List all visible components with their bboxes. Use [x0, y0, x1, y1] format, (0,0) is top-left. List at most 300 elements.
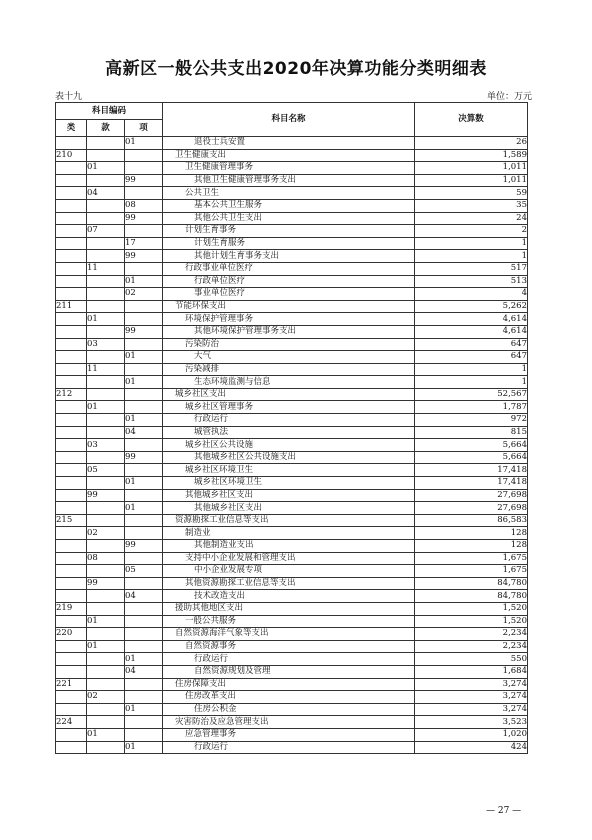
cell-xiang	[125, 552, 163, 565]
cell-lei	[56, 477, 87, 490]
cell-xiang: 01	[125, 414, 163, 427]
cell-xiang: 99	[125, 451, 163, 464]
table-row	[56, 351, 528, 364]
cell-kuan	[87, 300, 125, 313]
cell-amount: 128	[415, 527, 528, 540]
cell-xiang: 04	[125, 665, 163, 678]
cell-amount: 1,020	[415, 728, 528, 741]
cell-kuan: 08	[87, 552, 125, 565]
cell-lei	[56, 540, 87, 553]
subject-name: 其他卫生健康管理事务支出	[194, 175, 297, 186]
cell-xiang: 01	[125, 703, 163, 716]
table-row	[56, 728, 528, 741]
subject-name: 城乡社区支出	[175, 389, 227, 400]
cell-name	[163, 426, 415, 439]
table-row	[56, 250, 528, 263]
cell-name	[163, 451, 415, 464]
subject-name: 城乡社区环境卫生	[194, 477, 263, 488]
cell-name	[163, 703, 415, 716]
table-row	[56, 514, 528, 527]
cell-xiang: 01	[125, 275, 163, 288]
table-row	[56, 565, 528, 578]
cell-kuan	[87, 665, 125, 678]
cell-name	[163, 527, 415, 540]
cell-amount: 1,675	[415, 565, 528, 578]
cell-xiang	[125, 716, 163, 729]
cell-xiang	[125, 187, 163, 200]
table-row	[56, 338, 528, 351]
cell-lei	[56, 162, 87, 175]
subject-name: 城管执法	[194, 426, 229, 437]
header-kuan: 款	[87, 120, 125, 137]
cell-kuan	[87, 325, 125, 338]
cell-amount: 513	[415, 275, 528, 288]
cell-xiang: 99	[125, 540, 163, 553]
cell-kuan	[87, 716, 125, 729]
cell-lei	[56, 426, 87, 439]
cell-name	[163, 137, 415, 150]
cell-name	[163, 376, 415, 389]
cell-lei: 219	[56, 602, 87, 615]
subject-name: 其他城乡社区公共设施支出	[194, 452, 297, 463]
cell-lei	[56, 212, 87, 225]
subject-name: 其他资源勘探工业信息等支出	[185, 578, 296, 589]
header-amount: 决算数	[415, 103, 528, 137]
subject-name: 行政运行	[194, 653, 229, 664]
cell-amount: 35	[415, 199, 528, 212]
cell-amount: 1,520	[415, 602, 528, 615]
cell-amount: 5,664	[415, 451, 528, 464]
cell-amount: 4	[415, 288, 528, 301]
cell-name	[163, 162, 415, 175]
table-row	[56, 426, 528, 439]
cell-kuan: 03	[87, 439, 125, 452]
cell-kuan: 11	[87, 262, 125, 275]
cell-xiang	[125, 262, 163, 275]
table-row	[56, 703, 528, 716]
cell-kuan	[87, 741, 125, 754]
cell-name	[163, 577, 415, 590]
subject-name: 行政单位医疗	[194, 275, 246, 286]
cell-lei: 221	[56, 678, 87, 691]
cell-xiang	[125, 615, 163, 628]
header-lei: 类	[56, 120, 87, 137]
cell-name	[163, 351, 415, 364]
page-number: — 27 —	[486, 806, 522, 816]
cell-kuan: 99	[87, 577, 125, 590]
cell-name	[163, 615, 415, 628]
subject-name: 污染减排	[185, 363, 220, 374]
cell-name	[163, 313, 415, 326]
cell-lei	[56, 275, 87, 288]
cell-lei: 211	[56, 300, 87, 313]
cell-amount: 17,418	[415, 464, 528, 477]
cell-lei: 220	[56, 628, 87, 641]
cell-xiang	[125, 338, 163, 351]
subject-name: 行政事业单位医疗	[185, 263, 254, 274]
cell-lei	[56, 338, 87, 351]
cell-lei	[56, 376, 87, 389]
table-row	[56, 212, 528, 225]
cell-name	[163, 325, 415, 338]
cell-kuan	[87, 653, 125, 666]
cell-lei	[56, 728, 87, 741]
cell-kuan: 03	[87, 338, 125, 351]
cell-amount: 3,274	[415, 678, 528, 691]
cell-xiang: 17	[125, 237, 163, 250]
cell-xiang: 05	[125, 565, 163, 578]
cell-kuan	[87, 237, 125, 250]
table-row	[56, 678, 528, 691]
cell-amount: 647	[415, 351, 528, 364]
table-row	[56, 451, 528, 464]
cell-lei	[56, 489, 87, 502]
cell-xiang	[125, 640, 163, 653]
cell-amount: 550	[415, 653, 528, 666]
cell-amount: 84,780	[415, 590, 528, 603]
cell-name	[163, 540, 415, 553]
cell-lei	[56, 527, 87, 540]
cell-xiang	[125, 162, 163, 175]
cell-lei	[56, 703, 87, 716]
table-row	[56, 540, 528, 553]
subject-name: 城乡社区公共设施	[185, 439, 254, 450]
cell-kuan: 02	[87, 527, 125, 540]
cell-amount: 4,614	[415, 325, 528, 338]
cell-xiang: 01	[125, 477, 163, 490]
table-row	[56, 590, 528, 603]
cell-xiang	[125, 728, 163, 741]
cell-amount: 1,011	[415, 174, 528, 187]
table-body	[56, 137, 528, 754]
cell-kuan: 11	[87, 363, 125, 376]
table-row	[56, 187, 528, 200]
table-row	[56, 401, 528, 414]
cell-name	[163, 212, 415, 225]
cell-amount: 27,698	[415, 489, 528, 502]
cell-kuan: 05	[87, 464, 125, 477]
cell-lei	[56, 590, 87, 603]
header-xiang: 项	[125, 120, 163, 137]
cell-lei	[56, 741, 87, 754]
cell-kuan: 01	[87, 615, 125, 628]
table-row	[56, 615, 528, 628]
cell-name	[163, 149, 415, 162]
cell-kuan: 99	[87, 489, 125, 502]
cell-name	[163, 716, 415, 729]
table-number: 表十九	[55, 92, 83, 102]
cell-amount: 3,274	[415, 703, 528, 716]
cell-kuan	[87, 565, 125, 578]
cell-lei	[56, 464, 87, 477]
cell-amount: 27,698	[415, 502, 528, 515]
cell-name	[163, 653, 415, 666]
cell-lei	[56, 439, 87, 452]
cell-kuan	[87, 275, 125, 288]
table-row	[56, 325, 528, 338]
cell-amount: 5,664	[415, 439, 528, 452]
table-row	[56, 388, 528, 401]
cell-amount: 52,567	[415, 388, 528, 401]
cell-amount: 24	[415, 212, 528, 225]
table-row	[56, 237, 528, 250]
cell-amount: 2	[415, 225, 528, 238]
table-row	[56, 464, 528, 477]
table-row	[56, 300, 528, 313]
cell-lei	[56, 237, 87, 250]
cell-amount: 1,675	[415, 552, 528, 565]
table-row	[56, 363, 528, 376]
cell-xiang	[125, 300, 163, 313]
cell-amount: 2,234	[415, 628, 528, 641]
cell-amount: 1,684	[415, 665, 528, 678]
cell-lei: 215	[56, 514, 87, 527]
table-row	[56, 376, 528, 389]
cell-amount: 1,787	[415, 401, 528, 414]
cell-xiang	[125, 363, 163, 376]
cell-name	[163, 288, 415, 301]
subject-name: 住房公积金	[194, 704, 237, 715]
cell-xiang	[125, 602, 163, 615]
cell-kuan	[87, 376, 125, 389]
cell-kuan	[87, 514, 125, 527]
cell-xiang: 02	[125, 288, 163, 301]
cell-xiang: 04	[125, 426, 163, 439]
cell-lei	[56, 262, 87, 275]
table-row	[56, 741, 528, 754]
subject-name: 计划生育事务	[185, 225, 237, 236]
subject-name: 公共卫生	[185, 187, 220, 198]
cell-lei	[56, 615, 87, 628]
cell-amount: 1,589	[415, 149, 528, 162]
subject-name: 行政运行	[194, 741, 229, 752]
cell-name	[163, 300, 415, 313]
cell-name	[163, 187, 415, 200]
subject-name: 城乡社区管理事务	[185, 401, 254, 412]
cell-kuan	[87, 602, 125, 615]
cell-kuan	[87, 288, 125, 301]
cell-lei	[56, 288, 87, 301]
cell-amount: 26	[415, 137, 528, 150]
cell-xiang: 04	[125, 590, 163, 603]
table-row	[56, 628, 528, 641]
cell-lei	[56, 691, 87, 704]
cell-kuan	[87, 388, 125, 401]
cell-kuan	[87, 703, 125, 716]
cell-kuan	[87, 351, 125, 364]
cell-lei	[56, 653, 87, 666]
cell-name	[163, 678, 415, 691]
cell-kuan: 04	[87, 187, 125, 200]
cell-kuan: 02	[87, 691, 125, 704]
cell-name	[163, 552, 415, 565]
subject-name: 支持中小企业发展和管理支出	[185, 552, 296, 563]
cell-name	[163, 640, 415, 653]
cell-name	[163, 464, 415, 477]
subject-name: 应急管理事务	[185, 729, 237, 740]
cell-name	[163, 250, 415, 263]
cell-lei	[56, 325, 87, 338]
cell-name	[163, 602, 415, 615]
cell-kuan	[87, 502, 125, 515]
subject-name: 其他制造业支出	[194, 540, 254, 551]
cell-kuan: 07	[87, 225, 125, 238]
cell-amount: 4,614	[415, 313, 528, 326]
cell-kuan	[87, 250, 125, 263]
cell-xiang: 99	[125, 250, 163, 263]
cell-lei	[56, 363, 87, 376]
cell-name	[163, 174, 415, 187]
subject-name: 其他环境保护管理事务支出	[194, 326, 297, 337]
subject-name: 事业单位医疗	[194, 288, 246, 299]
cell-amount: 3,523	[415, 716, 528, 729]
cell-kuan: 01	[87, 640, 125, 653]
subject-name: 一般公共服务	[185, 615, 237, 626]
table-row	[56, 313, 528, 326]
subject-name: 自然资源事务	[185, 641, 237, 652]
cell-xiang	[125, 464, 163, 477]
cell-kuan	[87, 678, 125, 691]
cell-amount: 1	[415, 363, 528, 376]
table-row	[56, 653, 528, 666]
table-row	[56, 149, 528, 162]
cell-name	[163, 388, 415, 401]
subject-name: 节能环保支出	[175, 301, 227, 312]
cell-xiang: 01	[125, 137, 163, 150]
cell-name	[163, 439, 415, 452]
cell-xiang	[125, 388, 163, 401]
subject-name: 制造业	[185, 527, 211, 538]
table-row	[56, 288, 528, 301]
subject-name: 计划生育服务	[194, 238, 246, 249]
cell-kuan	[87, 540, 125, 553]
cell-amount: 86,583	[415, 514, 528, 527]
cell-xiang: 99	[125, 174, 163, 187]
cell-name	[163, 477, 415, 490]
table-row	[56, 199, 528, 212]
cell-amount: 59	[415, 187, 528, 200]
cell-amount: 1,520	[415, 615, 528, 628]
cell-lei	[56, 665, 87, 678]
table-row	[56, 577, 528, 590]
cell-name	[163, 262, 415, 275]
cell-lei	[56, 640, 87, 653]
cell-lei	[56, 414, 87, 427]
cell-amount: 424	[415, 741, 528, 754]
cell-lei	[56, 199, 87, 212]
subject-name: 城乡社区环境卫生	[185, 464, 254, 475]
cell-xiang	[125, 401, 163, 414]
cell-kuan	[87, 628, 125, 641]
table-row	[56, 162, 528, 175]
cell-kuan	[87, 174, 125, 187]
cell-xiang	[125, 489, 163, 502]
cell-amount: 517	[415, 262, 528, 275]
subject-name: 环境保护管理事务	[185, 313, 254, 324]
subject-name: 技术改造支出	[194, 590, 246, 601]
cell-xiang	[125, 691, 163, 704]
cell-amount: 128	[415, 540, 528, 553]
cell-xiang	[125, 527, 163, 540]
cell-lei: 224	[56, 716, 87, 729]
cell-lei	[56, 351, 87, 364]
subject-name: 其他城乡社区支出	[194, 502, 263, 513]
cell-amount: 5,262	[415, 300, 528, 313]
cell-kuan	[87, 212, 125, 225]
cell-kuan	[87, 137, 125, 150]
cell-name	[163, 199, 415, 212]
subject-name: 卫生健康管理事务	[185, 162, 254, 173]
subject-name: 住房改革支出	[185, 691, 237, 702]
cell-name	[163, 691, 415, 704]
subject-name: 生态环境监测与信息	[194, 376, 271, 387]
header-code-group: 科目编码	[56, 103, 163, 120]
cell-amount: 1	[415, 250, 528, 263]
cell-xiang	[125, 577, 163, 590]
cell-name	[163, 590, 415, 603]
cell-xiang	[125, 149, 163, 162]
cell-kuan	[87, 477, 125, 490]
subject-name: 行政运行	[194, 414, 229, 425]
cell-kuan	[87, 590, 125, 603]
cell-xiang: 01	[125, 502, 163, 515]
table-row	[56, 640, 528, 653]
subject-name: 自然资源规划及管理	[194, 666, 271, 677]
cell-amount: 1,011	[415, 162, 528, 175]
subject-name: 其他计划生育事务支出	[194, 250, 280, 261]
cell-name	[163, 275, 415, 288]
cell-amount: 1	[415, 376, 528, 389]
subject-name: 自然资源海洋气象等支出	[175, 628, 269, 639]
table-row	[56, 439, 528, 452]
cell-lei: 210	[56, 149, 87, 162]
cell-name	[163, 728, 415, 741]
cell-xiang	[125, 313, 163, 326]
cell-amount: 647	[415, 338, 528, 351]
cell-name	[163, 225, 415, 238]
cell-lei	[56, 225, 87, 238]
subject-name: 中小企业发展专项	[194, 565, 263, 576]
table-row	[56, 716, 528, 729]
table-row	[56, 489, 528, 502]
cell-amount: 84,780	[415, 577, 528, 590]
cell-xiang: 08	[125, 199, 163, 212]
cell-name	[163, 414, 415, 427]
cell-name	[163, 665, 415, 678]
subject-name: 退役士兵安置	[194, 137, 246, 148]
table-row	[56, 414, 528, 427]
cell-kuan	[87, 199, 125, 212]
cell-name	[163, 741, 415, 754]
cell-amount: 17,418	[415, 477, 528, 490]
table-row	[56, 137, 528, 150]
table-row	[56, 602, 528, 615]
table-row	[56, 502, 528, 515]
cell-xiang: 01	[125, 653, 163, 666]
header-name: 科目名称	[163, 103, 415, 137]
cell-amount: 972	[415, 414, 528, 427]
cell-amount: 1	[415, 237, 528, 250]
page-title: 高新区一般公共支出2020年决算功能分类明细表	[105, 59, 487, 79]
subject-name: 援助其他地区支出	[175, 603, 244, 614]
cell-kuan	[87, 149, 125, 162]
table-row	[56, 225, 528, 238]
subject-name: 灾害防治及应急管理支出	[175, 716, 269, 727]
table-row	[56, 527, 528, 540]
cell-lei	[56, 250, 87, 263]
cell-lei	[56, 401, 87, 414]
cell-name	[163, 565, 415, 578]
